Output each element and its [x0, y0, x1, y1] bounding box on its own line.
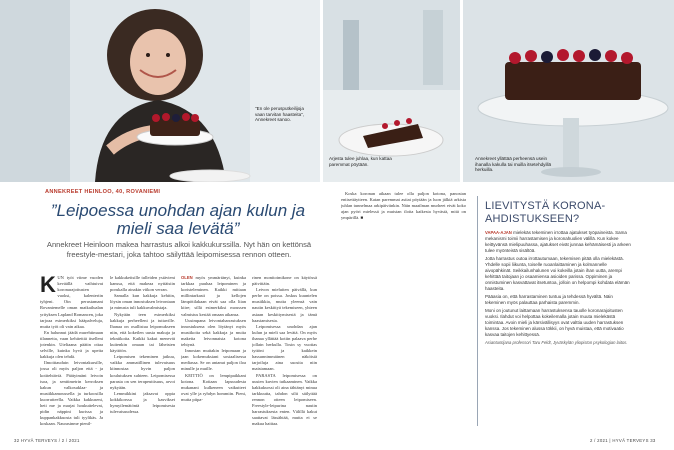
- caption-woman: "En ole perusputkeilijoja vaan tarvitan haasteita", Annekreet sanoo.: [255, 106, 305, 123]
- cake-whole-illustration: [463, 0, 674, 182]
- paragraph: Innostan muitakin leipomaan ja jaan kokemuksiani sosiaalisessa mediassa. Se on antanut paljon iloa minulle ja muille.: [181, 348, 246, 372]
- paragraph: Leipomisen tekeminen jatkuu, vaikka ammatillinen tulevaisuus kiinnostaa hyvin paljon koulutuksen suhteen. Leipomisessa parasta on sen terapeuttisuus, arvoi nykyään.: [110, 354, 175, 390]
- sidebar-title: LIEVITYSTÄ KORONA-AHDISTUKSEEN?: [485, 200, 606, 225]
- photo-cake-slice: [323, 0, 460, 182]
- article-byline: ANNEKREET HEINLOO, 40, ROVANIEMI: [45, 189, 161, 195]
- paragraph: Leipomisessa unohdan ajan kulun ja mieli saa levätä. On myös ihanaa yllättää kotiin palaava perhe jollain herkulla. Tosin sy vuotias tyttöni ja kaikkein hassunnimmäinen näköisiä tarjoiluja aina suosita niin maistamaan.: [252, 323, 317, 372]
- article-column-2: [110, 275, 175, 430]
- dropcap: K: [40, 275, 56, 297]
- paragraph: KEITTIÖ on lempipaikkani kotona. Kotiaan lapsuudesta mukanani kulkeneen vaikutteet ovat ylle ja ryhdyn hommiin. Pieni, mutta piipa-: [181, 372, 246, 402]
- article-lede: Annekreet Heinloon makea harrastus alkoi kakkukurssilla. Nyt hän on kettönsä freestyle-mestari, joka tahtoo säilyttää leipomisessa rennon otteen.: [46, 240, 312, 259]
- paragraph: le kakkukeitsille tulleiden ystävieni kanssa, että makeaa nyttäisiin porukalla ainakin viikon verran.: [110, 275, 175, 293]
- sidebar-box: [477, 196, 631, 426]
- article-column-1: [40, 275, 103, 430]
- paragraph: Uusimpana leivontaharrastuksen innostuksena olen löytänyt myös mustikoita sekä kakkuja ja muita makeita leivonnaisia kotona tehtynä.: [181, 317, 246, 348]
- sidebar-paragraph: Jotta harrastus outoa irrottautumaan, tekemisen pitää olla mielekästä. Yhdelle sopii liikunta, toiselle ruoanlaittaminen ja kolmannelle aivopähkinät. Seikkailunhalunen voi kokeilla jotain ihan uutta, arempi kehittää taitojaan jo osaamiensa asioiden parissa. Oppiminen ja onnistuminen kasvattavat itsetuntoa, jolloin on helpompi kohdata elämän haasteita.: [485, 256, 630, 291]
- woman-cake-illustration: [0, 0, 320, 182]
- article-column-5: [341, 191, 466, 441]
- sidebar-paragraph: Moni on joutunut laittamaan harrastuksensa tauolle koronarajoitusten vuoksi. Ilahdut voi helpottaa kokeilemalla jotain muuta mielekästä toimintaa. Avoin mieli ja kärsivällisyys ovat valttia uuden harrastuksen kanssa. Jos tekeminen alussa tökkii, on hyvä muistaa, että motivaatio kasvaa taitojen kehittyessä.: [485, 308, 624, 337]
- sidebar-body: [485, 230, 631, 338]
- article-column-3: [181, 275, 246, 430]
- paragraph: Nykyään teen esimerkiksi kakkuja perheelleni ja tuttaville. Ihanaa on osallistua leipomukseen niin, että kokeilen uusia makuja ja tekniikoita. Kaikki kakut menevät kuitenkin omaan tai läheisten käyttöön.: [110, 311, 175, 354]
- sidebar-lead-word: VAPAA-AJAN: [485, 230, 512, 235]
- article-headline: ”Leipoessa unohdan ajan kulun ja mieli saa levätä”: [50, 201, 306, 238]
- photo-cake-whole: [463, 0, 674, 182]
- footer-right: 2 / 2021 | HYVÄ TERVEYS 33: [590, 438, 656, 443]
- sidebar-source: Asiantuntijana professori Taru Feldt, Jyväskylän yliopiston psykologian laitos.: [485, 340, 628, 345]
- paragraph: Samalla kun kakkuja kehitin, löysin oman innostuksen leivontaan ja minusta tuli kakkuvalmistaja.: [110, 293, 175, 311]
- paragraph: rinen monitoimikone on käytössä päivittäin.: [252, 275, 317, 287]
- paragraph: PARASTA leipomisessa on uusien kuvien tutkaaminen. Vaikka kakkukurssi oli aina tähtänyt minua tarkkuutta, tahdon silti säilyttää rennon otteen leipomiseen. Freestyle-leipurina nautin harrastuksesta enten. Välillä kakut saattavat lässähtää, mutta ei se makua haittaa.: [252, 372, 317, 427]
- sidebar-paragraph: Pääasia on, että harrastaminen tuntuu ja tehdessä hyvältä. Näin tekeminen myös palauttaa parhaista paremmin.: [485, 294, 613, 305]
- paragraph-lead-word: OLEN: [181, 275, 193, 280]
- paragraph: Koska koronan aikaan tulee olla paljon kotona, panostan entisettäytteen. Katan paremmat astiat pöytään ja luon jälkiä arkista juhlan tunnelmaa arkipäiviinkin. Näin maailman murheet eivät koko ajan pyöri mielessä ja muistan iloita kaikesta hyvästä, mitä on ympärillä. ■: [341, 191, 466, 221]
- paragraph: KUN työt viime vuoden keväällä vaihtuivat koronarajoitusten vuoksi, kalenteriin tyhjeni. Oin perustamani Rovaniemelle oman matkailualan yrityksen Lapland Romancen, joka tarjoaa esimerkiksi hääpalveluja, mutta työt oli vain aikaa.: [40, 275, 103, 329]
- paragraph: Lemmikkini jaksavat oppia kokkikorssa ja kasvikset hymyilemätöntä leipomisesta tulevaisuudessa.: [110, 390, 175, 415]
- sidebar-paragraph: VAPAA-AJAN mielekäs tekeminen irrottaa ajatukset työpaineista. Sama mekanismi toimii harrastamisen ja koronahuolien välillä. Kun kokee keittyvänsä mielipuuhassa, ajatukset eivät junnaa kehämäisesti ja arkeen tulee myönteistä sisältöä.: [485, 230, 631, 253]
- paragraph: En halunnut jäädä murehtimaan tilannetta, vaan kehitettiä itselleni jotenkin. Uteliaana päätin ottaa selville, kuinka hyvä ja upeita kakkuja olen tehdä.: [40, 329, 103, 360]
- paragraph: Ilmoittauduin leivontakursille, jossa oli myös paljon että - ja kotitehtäviä. Päätyimäni leivoin isoa, ja senttimetrin kerroksen kakun valkosuklaa- ja mustikkamoussella ja turkoosilla kuorrutteella. Vaikka kakkuseni, heti me ja marjat houkuttelevat, pidin näppini kurissa ja kuppankakkuosta tuli tyylikäs. Ja koskaan. Naurasinme pienil-: [40, 360, 103, 427]
- paragraph: OLEN myös ymmärtänyt, kuinka tarkkaa puuhaa leipominen ja koristeleminen. Kaikki mittaan millintarkasti ja kellojen lämpötilakaan eivät saa olla liian kiire; sillä esimerkiksi moussen valmistus kestää omaan aikansa.: [181, 275, 246, 317]
- cake-slice-illustration: [323, 0, 460, 182]
- photo-woman-with-cake: [0, 0, 320, 182]
- paragraph: Leivon mieluiten päivällä, kun perhe on poissa. Joskus kuuntelen musiikkia, mutta yleensä vain nautin keskittyä tekemiseen, yhteen asiaan keskittymisestä ja tämä haastamisesta.: [252, 287, 317, 323]
- article-column-4: [252, 275, 317, 430]
- footer-left: 32 HYVÄ TERVEYS / 2 / 2021: [14, 438, 80, 443]
- caption-cake-slice: Arjesta tulee juhlaa, kun kattaa paremmat pöytään.: [329, 156, 392, 167]
- caption-cake-whole: Annekreet yllättää perheensä usein ihanalla kakulla tai muilla itsetehdyillä herkuilla.: [475, 156, 552, 173]
